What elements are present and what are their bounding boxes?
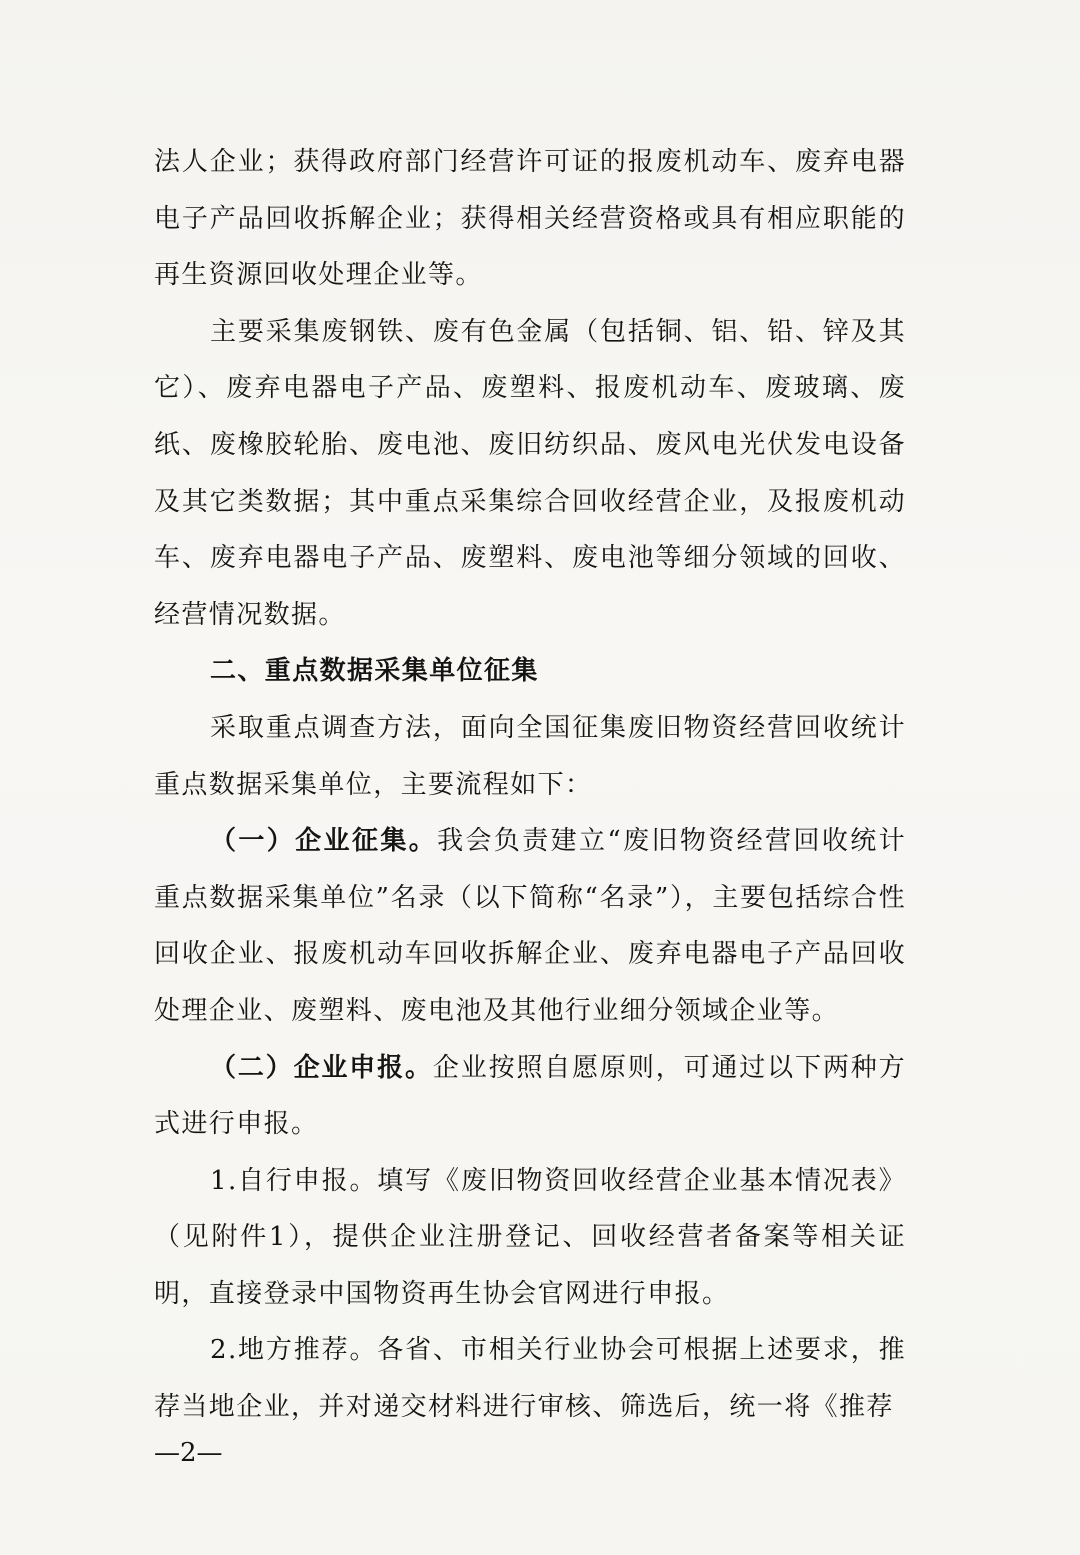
paragraph-data-scope: 主要采集废钢铁、废有色金属（包括铜、铝、铅、锌及其它）、废弃电器电子产品、废塑料、报废机动车、废玻璃、废纸、废橡胶轮胎、废电池、废旧纺织品、废风电光伏发电设备及其它类数据；其中重点采集综合回收经营企业，及报废机动车、废弃电器电子产品、废塑料、废电池等细分领域的回收、经营情况数据。 [154, 316, 906, 630]
section-heading: 二、重点数据采集单位征集 [210, 656, 539, 687]
item-text-declaration: 企业按照自愿原则，可通过以下两种方式进行申报。 [154, 1052, 906, 1140]
paragraph-enterprise-declaration [154, 1040, 906, 1153]
item-lead-declaration: （二）企业申报。 [210, 1052, 433, 1083]
paragraph-survey-method: 采取重点调查方法，面向全国征集废旧物资经营回收统计重点数据采集单位，主要流程如下： [154, 712, 906, 800]
item-lead-collection: （一）企业征集。 [210, 826, 438, 857]
item-text-collection: 我会负责建立“废旧物资经营回收统计重点数据采集单位”名录（以下简称“名录”），主要包括综合性回收企业、报废机动车回收拆解企业、废弃电器电子产品回收处理企业、废塑料、废电池及其他行业细分领域企业等。 [154, 826, 907, 1026]
paragraph-enterprise-collection [154, 813, 906, 1039]
page-number: —2— [154, 1438, 223, 1468]
paragraph-local-recommendation: 2.地方推荐。各省、市相关行业协会可根据上述要求，推荐当地企业，并对递交材料进行审核、筛选后，统一将《推荐 [154, 1335, 906, 1423]
paragraph-self-declaration: 1.自行申报。填写《废旧物资回收经营企业基本情况表》（见附件1），提供企业注册登记、回收经营者备案等相关证明，直接登录中国物资再生协会官网进行申报。 [154, 1165, 906, 1309]
document-body [154, 134, 906, 1436]
paragraph-enterprise-types: 法人企业；获得政府部门经营许可证的报废机动车、废弃电器电子产品回收拆解企业；获得相关经营资格或具有相应职能的再生资源回收处理企业等。 [154, 147, 906, 291]
